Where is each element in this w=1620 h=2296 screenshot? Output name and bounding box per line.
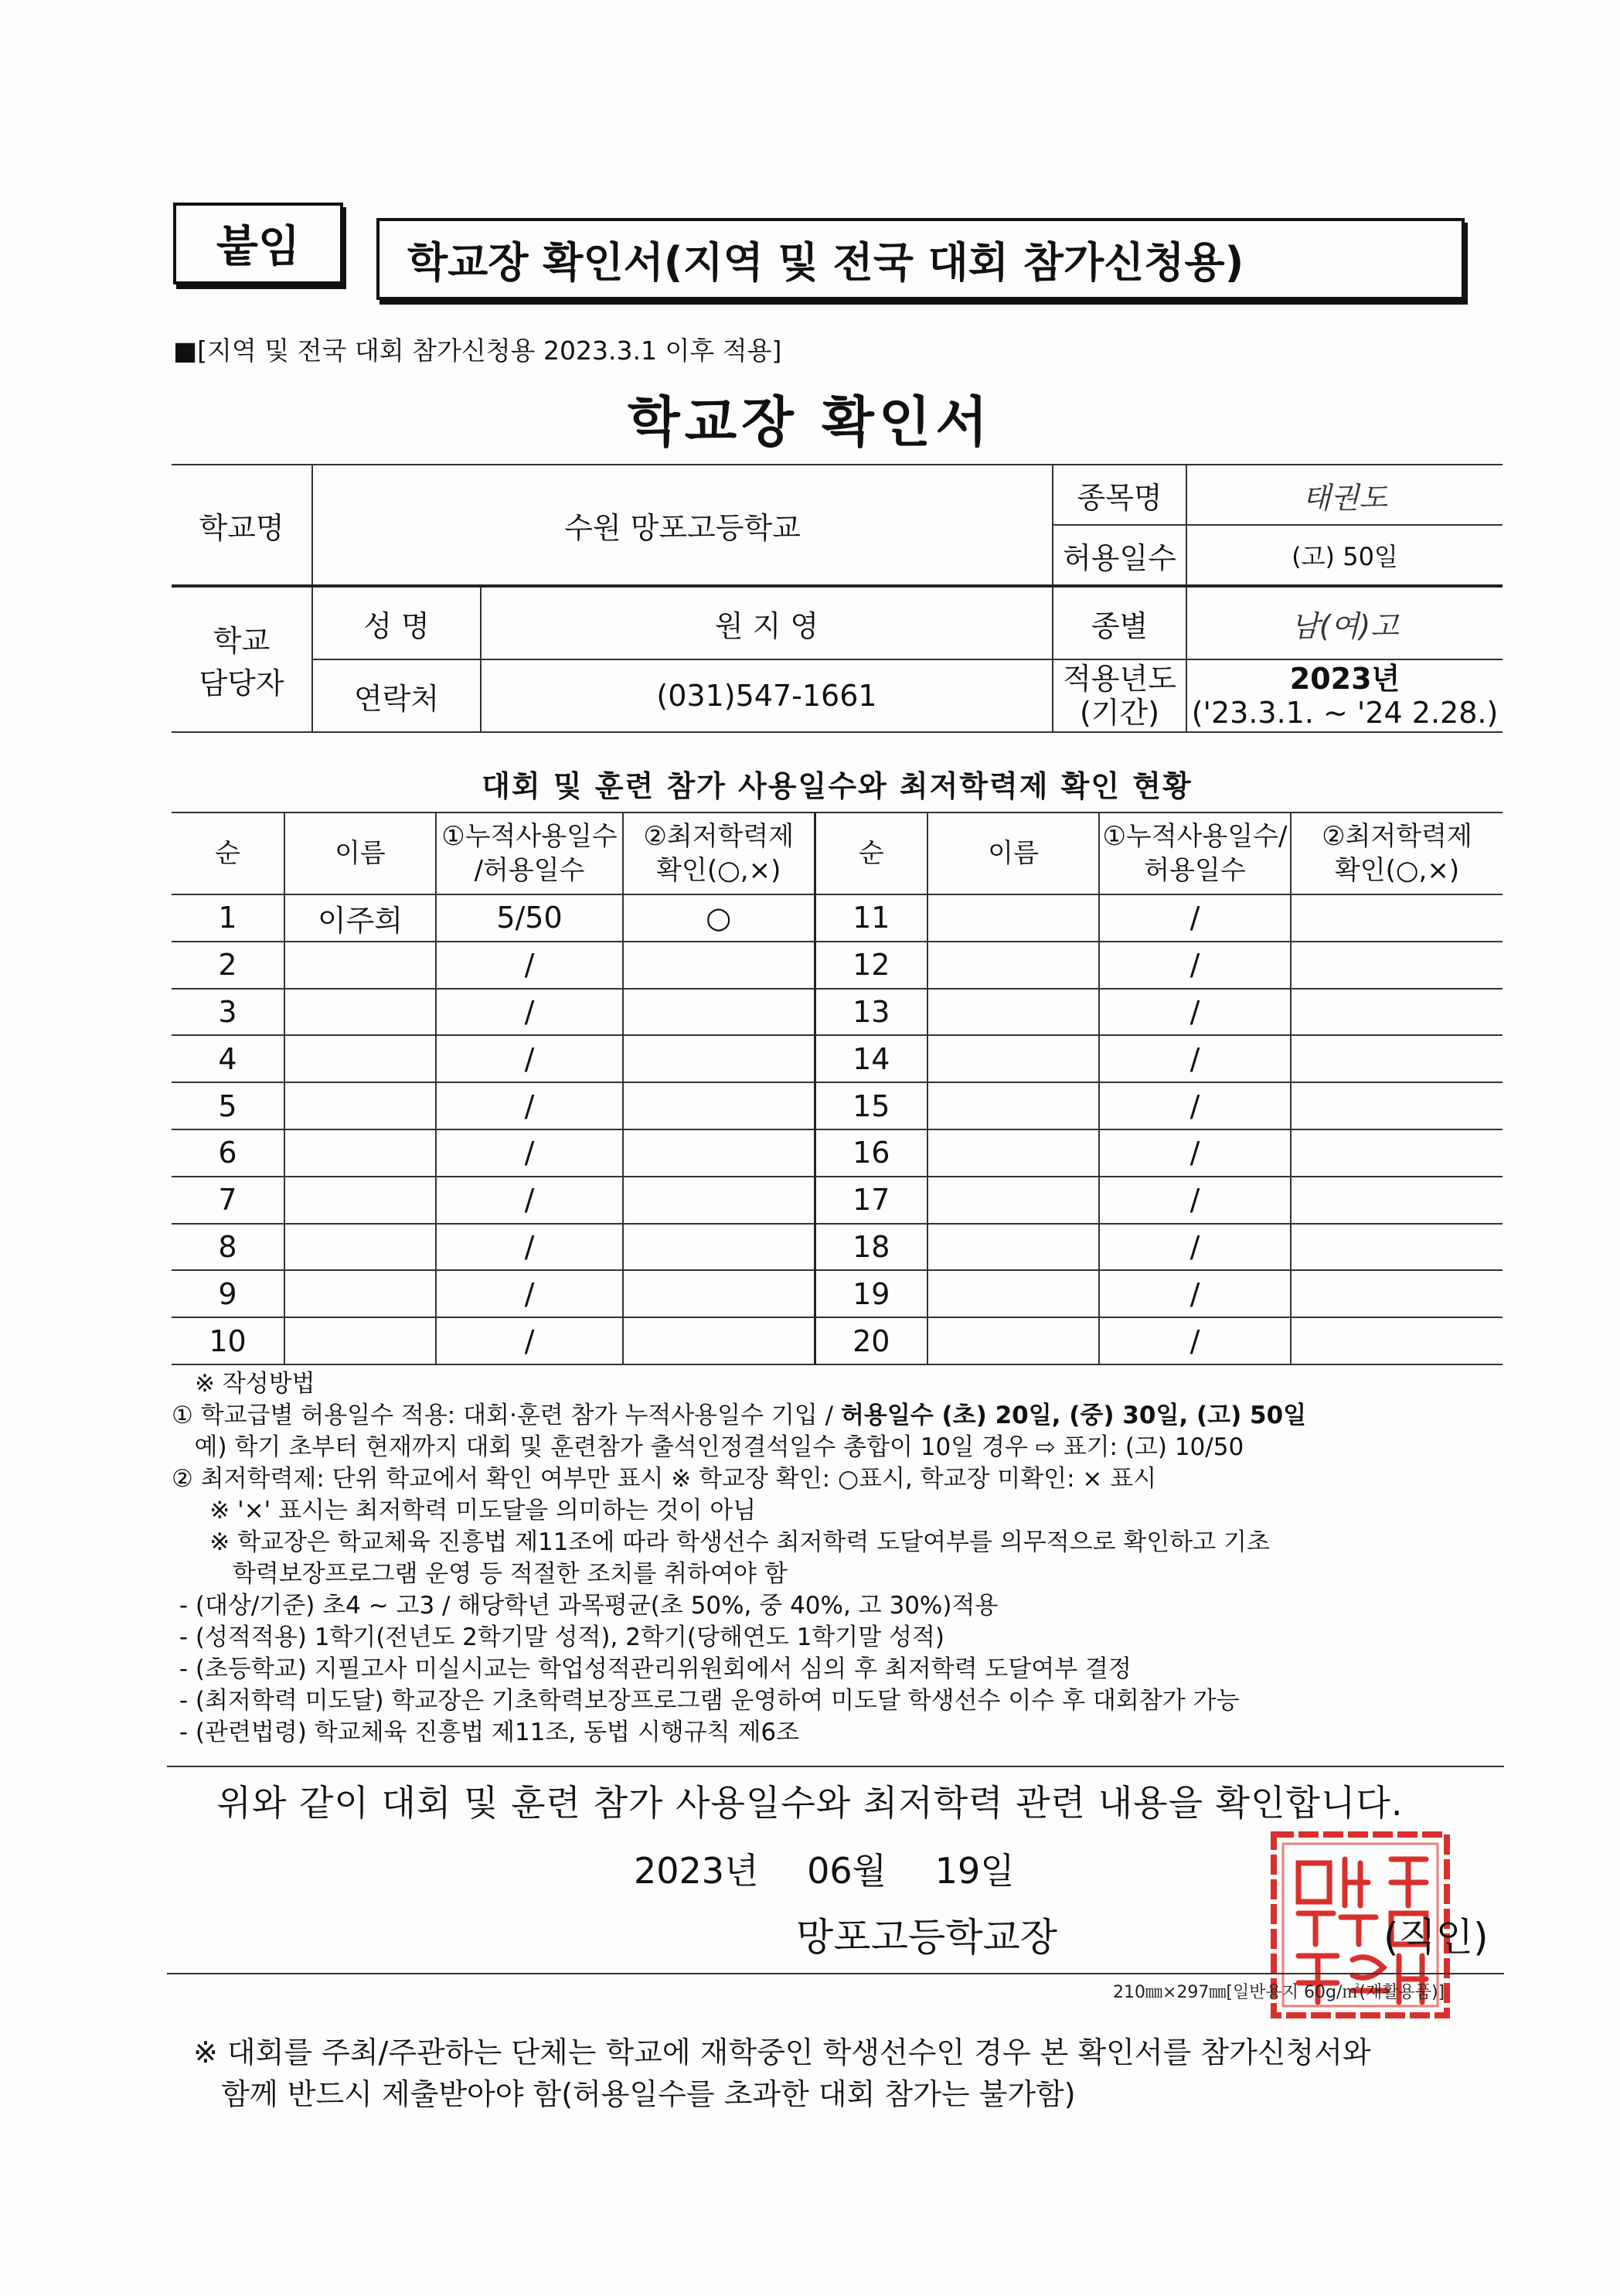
row-name-right (927, 1035, 1099, 1082)
row-days-left: / (436, 1270, 623, 1317)
row-no-left: 1 (172, 894, 284, 942)
row-no-right: 16 (815, 1129, 927, 1177)
row-check-right (1291, 1035, 1503, 1082)
row-days-right: / (1099, 1035, 1291, 1082)
row-check-right (1291, 1317, 1503, 1364)
col-name-right: 이름 (927, 812, 1099, 894)
row-no-right: 12 (815, 942, 927, 989)
usage-row (172, 989, 1503, 1036)
row-days-right: / (1099, 942, 1291, 989)
category-value: 남(여)고 (1186, 586, 1503, 659)
usage-row (172, 1270, 1503, 1317)
row-days-right: / (1099, 1129, 1291, 1177)
name-value: 원 지 영 (481, 586, 1053, 659)
applicability-notice: ■[지역 및 전국 대회 참가신청용 2023.3.1 이후 적용] (173, 336, 782, 366)
row-name-left (284, 1035, 436, 1082)
note-1 (172, 1400, 1516, 1432)
row-days-right: / (1099, 1177, 1291, 1224)
row-name-right (927, 1270, 1099, 1317)
usage-row (172, 1224, 1503, 1271)
row-check-right (1291, 1270, 1503, 1317)
footer-line-2: 함께 반드시 제출받아야 함(허용일수를 초과한 대회 참가는 불가함) (193, 2077, 1076, 2111)
footer-line-1: ※ 대회를 주최/주관하는 단체는 학교에 재학중인 학생선수인 경우 본 확인서를 참가신청서와 (193, 2035, 1371, 2069)
row-no-left: 8 (172, 1224, 284, 1271)
row-no-left: 4 (172, 1035, 284, 1082)
header-title: 학교장 확인서(지역 및 전국 대회 참가신청용) (376, 218, 1465, 300)
row-name-left: 이주희 (284, 894, 436, 942)
row-check-left (623, 1270, 815, 1317)
note-5: 학력보장프로그램 운영 등 적절한 조치를 취하여야 함 (172, 1560, 788, 1588)
year-value: 2023년 (1289, 662, 1400, 696)
usage-row (172, 1035, 1503, 1082)
allowed-days-value: (고) 50일 (1186, 525, 1503, 586)
row-days-right: / (1099, 1082, 1291, 1129)
row-check-left (623, 1082, 815, 1129)
usage-row (172, 942, 1503, 989)
issue-date: 2023년 06월 19일 (634, 1850, 1015, 1892)
usage-heading: 대회 및 훈련 참가 사용일수와 최저학력제 확인 현황 (482, 769, 1193, 803)
row-name-left (284, 942, 436, 989)
row-check-left (623, 942, 815, 989)
row-check-left (623, 1129, 815, 1177)
name-label: 성 명 (312, 586, 481, 659)
row-no-left: 9 (172, 1270, 284, 1317)
col-days-left: ①누적사용일수 /허용일수 (436, 812, 623, 894)
row-no-left: 6 (172, 1129, 284, 1177)
note-1-text: ① 학교급별 허용일수 적용: 대회·훈련 참가 누적사용일수 기입 / (172, 1402, 841, 1429)
usage-row (172, 894, 1503, 942)
row-no-right: 11 (815, 894, 927, 942)
row-no-left: 3 (172, 989, 284, 1036)
note-1-example: 예) 학기 초부터 현재까지 대회 및 훈련참가 출석인정결석일수 총합이 10일 경우 ⇨ 표기: (고) 10/50 (172, 1433, 1244, 1461)
note-3: ※ '×' 표시는 최저학력 미도달을 의미하는 것이 아님 (172, 1497, 757, 1524)
paper-spec: 210㎜×297㎜[일반용지 60g/㎡(재활용품)] (1113, 1983, 1445, 2002)
row-no-left: 10 (172, 1317, 284, 1364)
row-days-right: / (1099, 1224, 1291, 1271)
row-check-right (1291, 989, 1503, 1036)
row-check-right (1291, 1082, 1503, 1129)
period-value: ('23.3.1. ~ '24 2.28.) (1191, 696, 1499, 730)
usage-row (172, 1317, 1503, 1364)
row-check-left: ○ (623, 894, 815, 942)
row-days-left: / (436, 1129, 623, 1177)
row-days-right: / (1099, 1270, 1291, 1317)
note-1-bold: 허용일수 (초) 20일, (중) 30일, (고) 50일 (840, 1402, 1307, 1429)
row-no-right: 19 (815, 1270, 927, 1317)
row-name-right (927, 1129, 1099, 1177)
row-days-right: / (1099, 989, 1291, 1036)
row-days-left: / (436, 942, 623, 989)
note-6: - (대상/기준) 초4 ~ 고3 / 해당학년 과목평균(초 50%, 중 40%, 고 30%)적용 (172, 1592, 999, 1620)
usage-table (172, 812, 1503, 1365)
row-no-right: 18 (815, 1224, 927, 1271)
row-name-left (284, 1129, 436, 1177)
row-name-left (284, 1224, 436, 1271)
divider-bottom (167, 1973, 1504, 1974)
row-name-left (284, 1082, 436, 1129)
row-no-right: 20 (815, 1317, 927, 1364)
row-no-right: 14 (815, 1035, 927, 1082)
row-check-left (623, 1317, 815, 1364)
row-check-left (623, 1035, 815, 1082)
school-name-value: 수원 망포고등학교 (312, 465, 1053, 586)
footer-note (193, 2032, 1507, 2115)
row-days-left: / (436, 1082, 623, 1129)
row-check-right (1291, 1177, 1503, 1224)
note-4: ※ 학교장은 학교체육 진흥법 제11조에 따라 학생선수 최저학력 도달여부를 의무적으로 확인하고 기초 (172, 1528, 1270, 1556)
allowed-days-label: 허용일수 (1053, 525, 1186, 586)
row-days-left: 5/50 (436, 894, 623, 942)
col-name-left: 이름 (284, 812, 436, 894)
row-no-right: 15 (815, 1082, 927, 1129)
col-check-left: ②최저학력제 확인(○,×) (623, 812, 815, 894)
row-check-right (1291, 894, 1503, 942)
col-check-right: ②최저학력제 확인(○,×) (1291, 812, 1503, 894)
sport-label: 종목명 (1053, 465, 1186, 525)
confirmation-statement: 위와 같이 대회 및 훈련 참가 사용일수와 최저학력 관련 내용을 확인합니다. (216, 1782, 1404, 1824)
row-check-right (1291, 1129, 1503, 1177)
row-name-left (284, 1270, 436, 1317)
category-label: 종별 (1053, 586, 1186, 659)
attachment-label: 붙임 (173, 203, 343, 284)
info-table (172, 464, 1503, 733)
row-check-left (623, 989, 815, 1036)
row-no-left: 7 (172, 1177, 284, 1224)
sport-value: 태권도 (1186, 465, 1503, 525)
manager-label: 학교 담당자 (172, 586, 312, 732)
divider-confirm (167, 1766, 1504, 1767)
row-name-left (284, 989, 436, 1036)
row-days-left: / (436, 989, 623, 1036)
row-name-right (927, 894, 1099, 942)
contact-label: 연락처 (312, 659, 481, 732)
row-days-left: / (436, 1224, 623, 1271)
row-name-right (927, 1082, 1099, 1129)
row-check-right (1291, 1224, 1503, 1271)
row-days-left: / (436, 1177, 623, 1224)
row-check-right (1291, 942, 1503, 989)
row-name-right (927, 1177, 1099, 1224)
note-2: ② 최저학력제: 단위 학교에서 확인 여부만 표시 ※ 학교장 확인: ○표시, 학교장 미확인: × 표시 (172, 1465, 1157, 1493)
note-7: - (성적적용) 1학기(전년도 2학기말 성적), 2학기(당해연도 1학기말 성적) (172, 1623, 944, 1651)
row-no-right: 13 (815, 989, 927, 1036)
row-days-right: / (1099, 894, 1291, 942)
row-name-right (927, 1317, 1099, 1364)
usage-row (172, 1177, 1503, 1224)
row-name-left (284, 1177, 436, 1224)
note-10: - (관련법령) 학교체육 진흥법 제11조, 동법 시행규칙 제6조 (172, 1719, 800, 1746)
row-name-right (927, 942, 1099, 989)
row-check-left (623, 1177, 815, 1224)
col-no-right: 순 (815, 812, 927, 894)
year-cell (1186, 659, 1503, 732)
row-days-left: / (436, 1035, 623, 1082)
principal-title: 망포고등학교장 (796, 1915, 1058, 1960)
row-name-right (927, 989, 1099, 1036)
document-title: 학교장 확인서 (627, 390, 993, 454)
seal-label: (직인) (1383, 1915, 1489, 1960)
col-no-left: 순 (172, 812, 284, 894)
row-no-left: 5 (172, 1082, 284, 1129)
usage-row (172, 1082, 1503, 1129)
usage-row (172, 1129, 1503, 1177)
writing-instructions (172, 1368, 1516, 1749)
row-name-right (927, 1224, 1099, 1271)
row-name-left (284, 1317, 436, 1364)
row-days-left: / (436, 1317, 623, 1364)
school-name-label: 학교명 (172, 465, 312, 586)
col-days-right: ①누적사용일수/ 허용일수 (1099, 812, 1291, 894)
row-no-right: 17 (815, 1177, 927, 1224)
year-label: 적용년도 (기간) (1053, 659, 1186, 732)
notes-title: ※ 작성방법 (195, 1370, 315, 1398)
row-days-right: / (1099, 1317, 1291, 1364)
note-8: - (초등학교) 지필고사 미실시교는 학업성적관리위원회에서 심의 후 최저학력 도달여부 결정 (172, 1655, 1132, 1683)
row-no-left: 2 (172, 942, 284, 989)
note-9: - (최저학력 미도달) 학교장은 기초학력보장프로그램 운영하여 미도달 학생선수 이수 후 대회참가 가능 (172, 1687, 1240, 1715)
contact-value: (031)547-1661 (481, 659, 1053, 732)
row-check-left (623, 1224, 815, 1271)
